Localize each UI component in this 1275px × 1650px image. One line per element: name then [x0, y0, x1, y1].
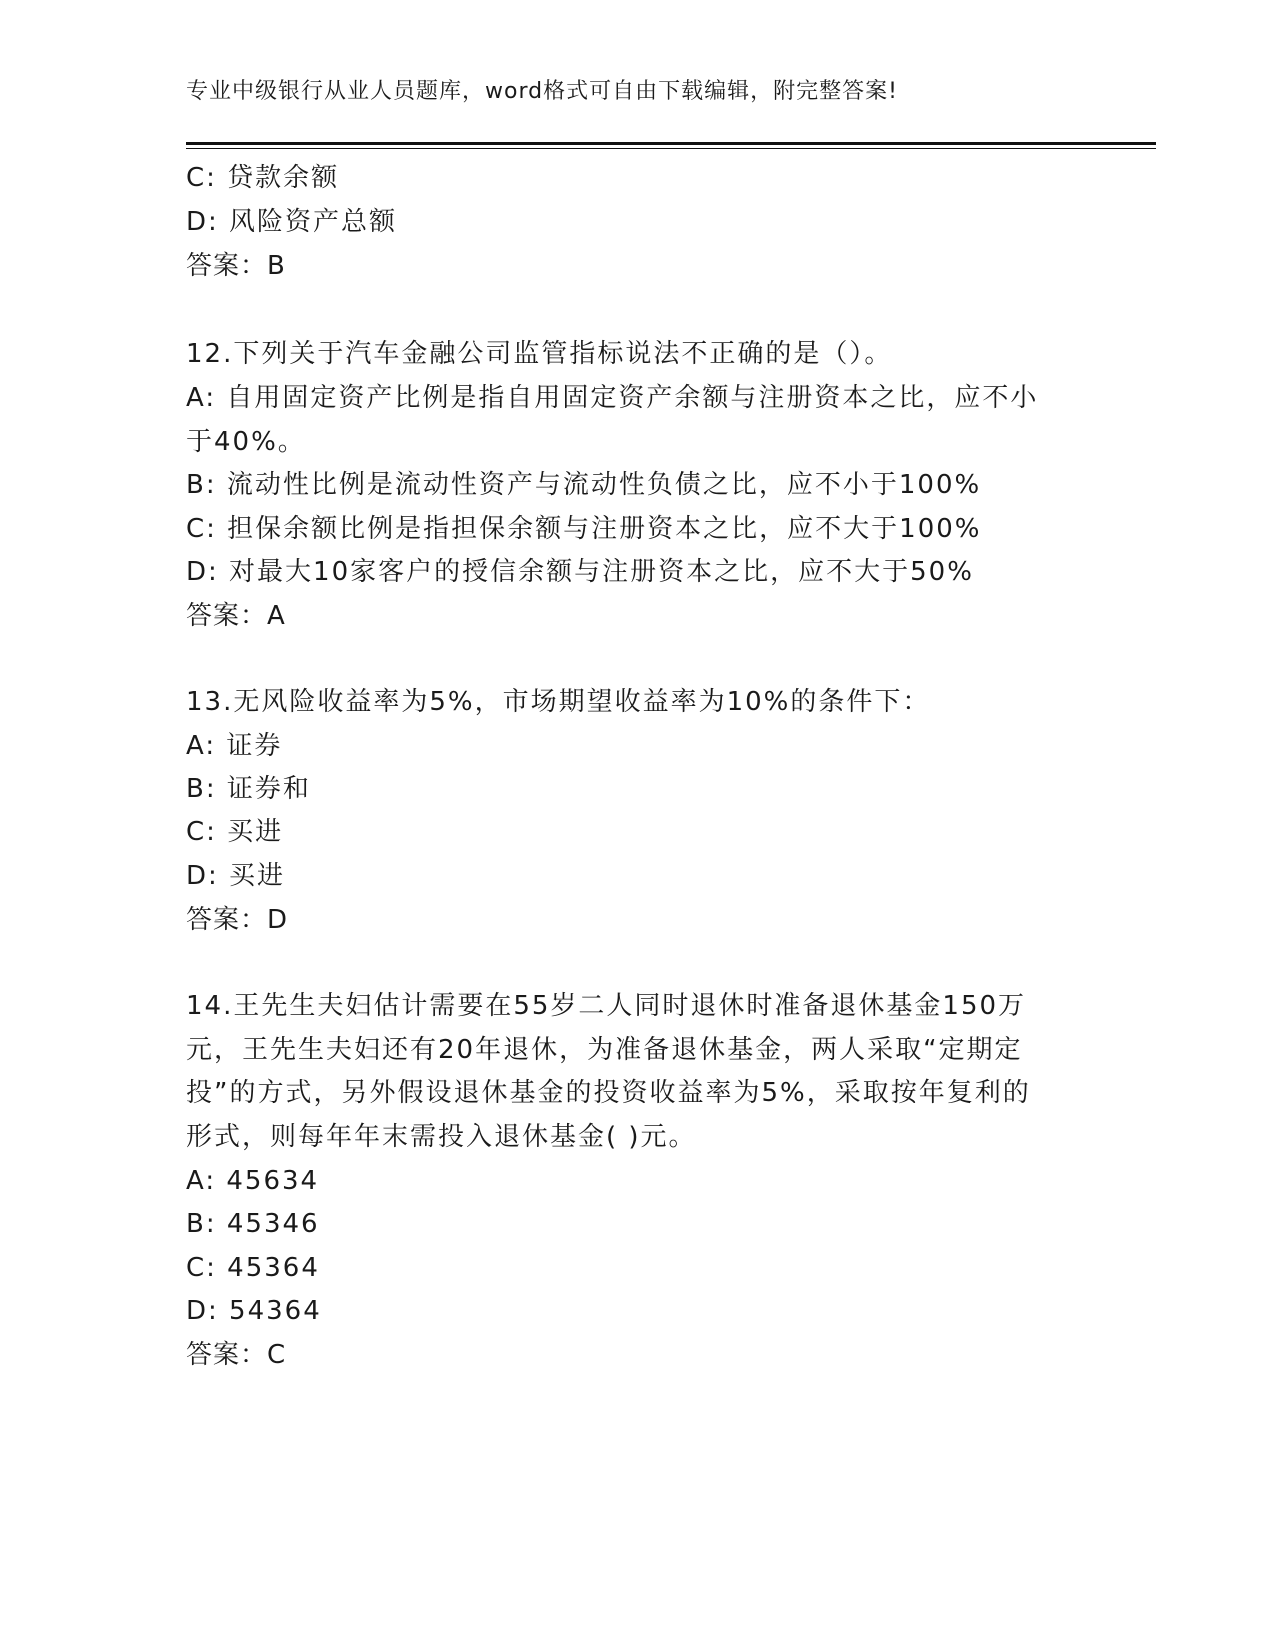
q14-question-line1: 14.王先生夫妇估计需要在55岁二人同时退休时准备退休基金150万 [186, 991, 1027, 1021]
q13-option-a: A: 证券 [186, 731, 283, 761]
q12-option-a-line2: 于40%。 [186, 427, 306, 457]
q13-option-d: D: 买进 [186, 861, 286, 891]
q14-option-b: B: 45346 [186, 1209, 320, 1239]
q13-option-b: B: 证券和 [186, 774, 311, 804]
q12-option-d: D: 对最大10家客户的授信余额与注册资本之比，应不大于50% [186, 557, 974, 587]
page-header: 专业中级银行从业人员题库，word格式可自由下载编辑，附完整答案! [186, 79, 898, 104]
header-rule-thin [186, 148, 1156, 149]
q11-answer: 答案：B [186, 251, 286, 281]
q12-answer: 答案：A [186, 601, 286, 631]
q14-option-c: C: 45364 [186, 1253, 320, 1283]
q11-option-c: C: 贷款余额 [186, 163, 340, 193]
q14-question-line4: 形式，则每年年末需投入退休基金( )元。 [186, 1122, 697, 1152]
q13-answer: 答案：D [186, 905, 289, 935]
q14-question-line2: 元，王先生夫妇还有20年退休，为准备退休基金，两人采取“定期定 [186, 1035, 1023, 1065]
q11-option-d: D: 风险资产总额 [186, 207, 398, 237]
q14-option-d: D: 54364 [186, 1296, 322, 1326]
q14-question-line3: 投”的方式，另外假设退休基金的投资收益率为5%，采取按年复利的 [186, 1078, 1031, 1108]
q12-option-c: C: 担保余额比例是指担保余额与注册资本之比，应不大于100% [186, 514, 982, 544]
q13-option-c: C: 买进 [186, 817, 284, 847]
q13-question: 13.无风险收益率为5%，市场期望收益率为10%的条件下： [186, 687, 931, 717]
q14-option-a: A: 45634 [186, 1166, 320, 1196]
header-rule-thick [186, 142, 1156, 145]
q14-answer: 答案：C [186, 1340, 287, 1370]
q12-option-b: B: 流动性比例是流动性资产与流动性负债之比，应不小于100% [186, 470, 982, 500]
q12-option-a-line1: A: 自用固定资产比例是指自用固定资产余额与注册资本之比，应不小 [186, 383, 1039, 413]
q12-question: 12.下列关于汽车金融公司监管指标说法不正确的是（）。 [186, 339, 893, 369]
